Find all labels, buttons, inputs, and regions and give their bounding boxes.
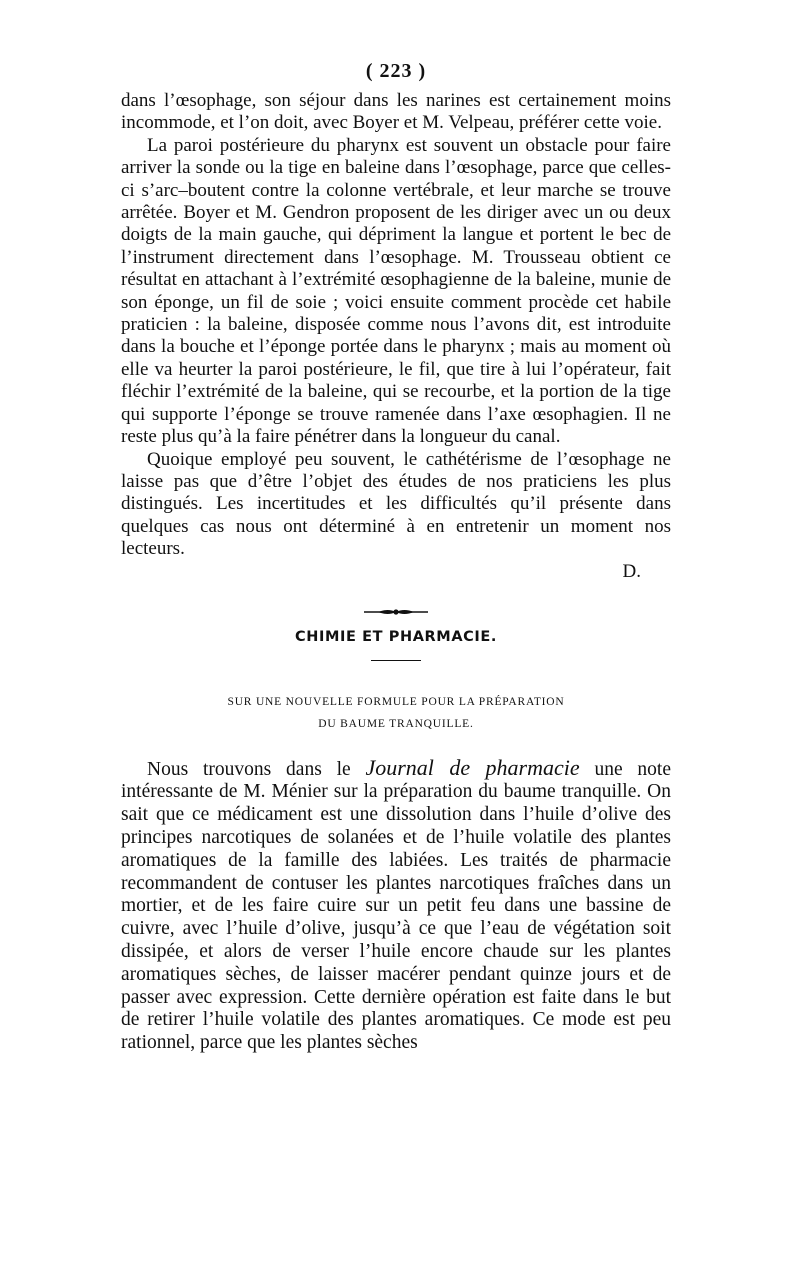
article-lead: Nous trouvons dans le — [147, 758, 366, 780]
paragraph-1: dans l’œsophage, son séjour dans les narines est certainement moins incommode, et l’on doit, avec Boyer et M. Velpeau, préférer cette voie. — [121, 90, 671, 134]
article-title-line-1: SUR UNE NOUVELLE FORMULE POUR LA PRÉPARATION — [227, 695, 565, 708]
page-number: ( 223 ) — [365, 60, 427, 82]
section-title: CHIMIE ET PHARMACIE. — [294, 628, 498, 645]
article-body — [121, 754, 672, 1055]
page — [121, 58, 671, 1055]
article-title — [121, 691, 671, 735]
journal-name: Journal de pharmacie — [365, 754, 580, 780]
section-rule — [371, 660, 421, 661]
author-signature: D. — [622, 560, 641, 582]
article-title-line-2: DU BAUME TRANQUILLE. — [318, 717, 474, 730]
paragraph-3: Quoique employé peu souvent, le cathétérisme de l’œsophage ne laisse pas que d’être l’objet des études de nos praticiens les plus distingués. Les incertitudes et les difficultés qu’il présente dans quelques cas nous ont déterminé à en entretenir un moment nos lecteurs. — [121, 448, 671, 560]
article-paragraph — [121, 754, 672, 1055]
ornament-divider — [121, 603, 671, 613]
paragraph-2: La paroi postérieure du pharynx est souvent un obstacle pour faire arriver la sonde ou la tige en baleine dans l’œsophage, parce que celles-ci s’arc–boutent contre la colonne vertébrale, et leur marche se trouve arrêtée. Boyer et M. Gendron proposent de les diriger avec un ou deux doigts de la main gauche, qui dépriment la langue et portent le bec de l’instrument directement dans l’œsophage. M. Trousseau obtient ce résultat en attachant à l’extrémité œsophagienne de la baleine, munie de son éponge, un fil de soie ; voici ensuite comment procède cet habile praticien : la baleine, disposée comme nous l’avons dit, est introduite dans la bouche et l’éponge portée dans le pharynx ; mais au moment où elle va heurter la paroi postérieure, le fil, que tire à lui l’opérateur, fait fléchir l’extrémité de la baleine, qui se recourbe, et la portion de la tige qui supporte l’éponge se trouve ramenée dans l’axe œsophagien. Il ne reste plus qu’à la faire pénétrer dans la longueur du canal. — [121, 134, 671, 448]
ornament-icon — [364, 608, 428, 616]
article-text: une note intéressante de M. Ménier sur la préparation du baume tranquille. On sait que ce médicament est une dissolution dans l’huile d’olive des principes narcotiques de solanées et de l’huile volatile des plantes aromatiques de la famille des labiées. Les traités de pharmacie recommandent de contuser les plantes narcotiques fraîches dans un mortier, et de les faire cuire sur un petit feu dans une bassine de cuivre, avec l’huile d’olive, jusqu’à ce que l’eau de végétation soit dissipée, et alors de verser l’huile encore chaude sur les plantes aromatiques sèches, de laisser macérer pendant quinze jours et de passer avec expression. Cette dernière opération est faite dans le but de retirer l’huile volatile des plantes aromatiques. Ce mode est peu rationnel, parce que les plantes sèches — [121, 758, 672, 1054]
